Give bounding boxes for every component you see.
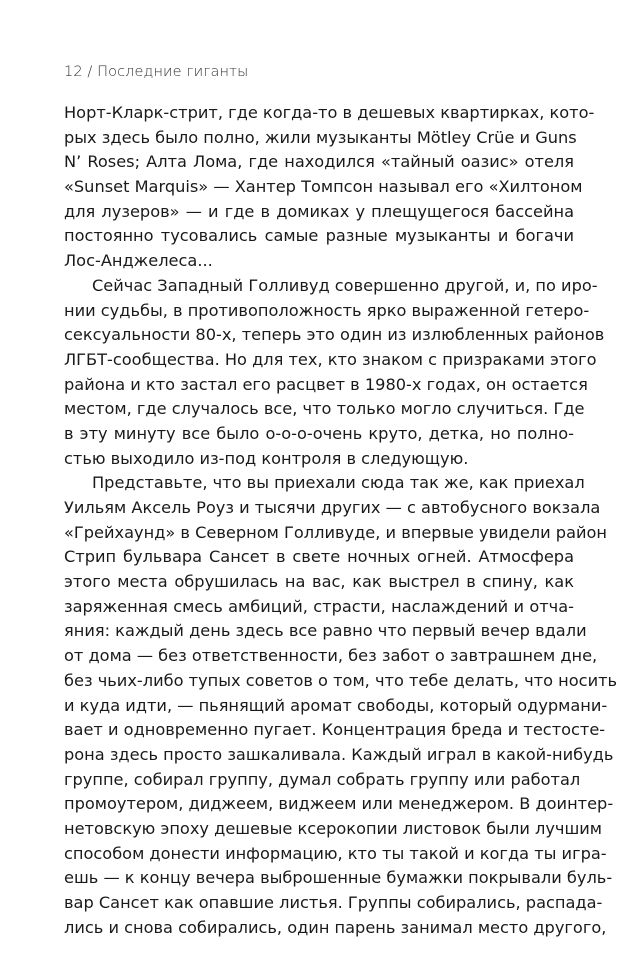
text-line-last: стью выходило из-под контроля в следующую. (64, 448, 469, 468)
text-line: района и кто застал его расцвет в 1980-х годах, он остается (64, 374, 588, 394)
text-line: Стрип бульвара Сансет в свете ночных огней. Атмосфера (64, 547, 574, 567)
text-line: постоянно тусовались самые разные музыканты и богачи (64, 226, 574, 246)
text-line: ешь — к концу вечера выброшенные бумажки покрывали буль- (64, 868, 613, 888)
text-line: способом донести информацию, кто ты такой и когда ты игра- (64, 843, 607, 863)
text-line: сексуальности 80-х, теперь это один из излюбленных районов (64, 325, 605, 345)
page-number: 12 (64, 64, 83, 80)
text-line: «Sunset Marquis» — Хантер Томпсон называл его «Хилтоном (64, 177, 583, 197)
text-line-first: Представьте, что вы приехали сюда так же, как приехал (92, 473, 585, 493)
running-header (64, 64, 248, 80)
text-line: группе, собирал группу, думал собрать группу или работал (64, 769, 581, 789)
text-line: нетовскую эпоху дешевые ксерокопии листовок были лучшим (64, 818, 603, 838)
text-line: местом, где случалось все, что только могло случиться. Где (64, 399, 585, 419)
text-line: Уильям Аксель Роуз и тысячи других — с автобусного вокзала (64, 498, 601, 517)
text-line: этого места обрушилась на вас, как выстрел в спину, как (64, 572, 574, 592)
text-line: нии судьбы, в противоположность ярко выраженной гетеро- (64, 300, 590, 320)
text-line: лись и снова собирались, один парень занимал место другого, (64, 917, 607, 937)
text-line: вает и одновременно пугает. Концентрация бреда и тестосте- (64, 720, 606, 740)
text-line: N’ Roses; Алта Лома, где находился «тайный оазис» отеля (64, 152, 574, 172)
text-line: «Грейхаунд» в Северном Голливуде, и впервые увидели район (64, 522, 608, 542)
text-line: рона здесь просто зашкаливала. Каждый играл в какой-нибудь (64, 744, 614, 764)
text-line: заряженная смесь амбиций, страсти, наслаждений и отча- (64, 596, 574, 616)
text-line: в эту минуту все было о-о-о-очень круто, детка, но полно- (64, 423, 574, 443)
text-line: ЛГБТ-сообщества. Но для тех, кто знаком с призраками этого (64, 349, 597, 369)
text-line: вар Сансет как опавшие листья. Группы собирались, распада- (64, 893, 603, 912)
text-line-last: Лос-Анджелеса... (64, 251, 213, 271)
text-line: для лузеров» — и где в домиках у плещущегося бассейна (64, 201, 574, 221)
book-title: Последние гиганты (97, 64, 249, 80)
text-line: промоутером, диджеем, виджеем или менеджером. В доинтер- (64, 794, 614, 814)
text-line: и куда идти, — пьянящий аромат свободы, который одурмани- (64, 695, 608, 715)
text-line-first: Сейчас Западный Голливуд совершенно другой, и, по иро- (92, 275, 598, 295)
page-body (64, 101, 618, 940)
text-line: рых здесь было полно, жили музыканты Mötley Crüe и Guns (64, 127, 577, 147)
text-line: Норт-Кларк-стрит, где когда-то в дешевых квартирках, кото- (64, 103, 595, 122)
text-line: от дома — без ответственности, без забот о завтрашнем дне, (64, 646, 598, 666)
header-separator: / (87, 64, 93, 80)
text-line: без чьих-либо тупых советов о том, что тебе делать, что носить (64, 670, 618, 690)
text-line: яния: каждый день здесь все равно что первый вечер вдали (64, 621, 587, 641)
